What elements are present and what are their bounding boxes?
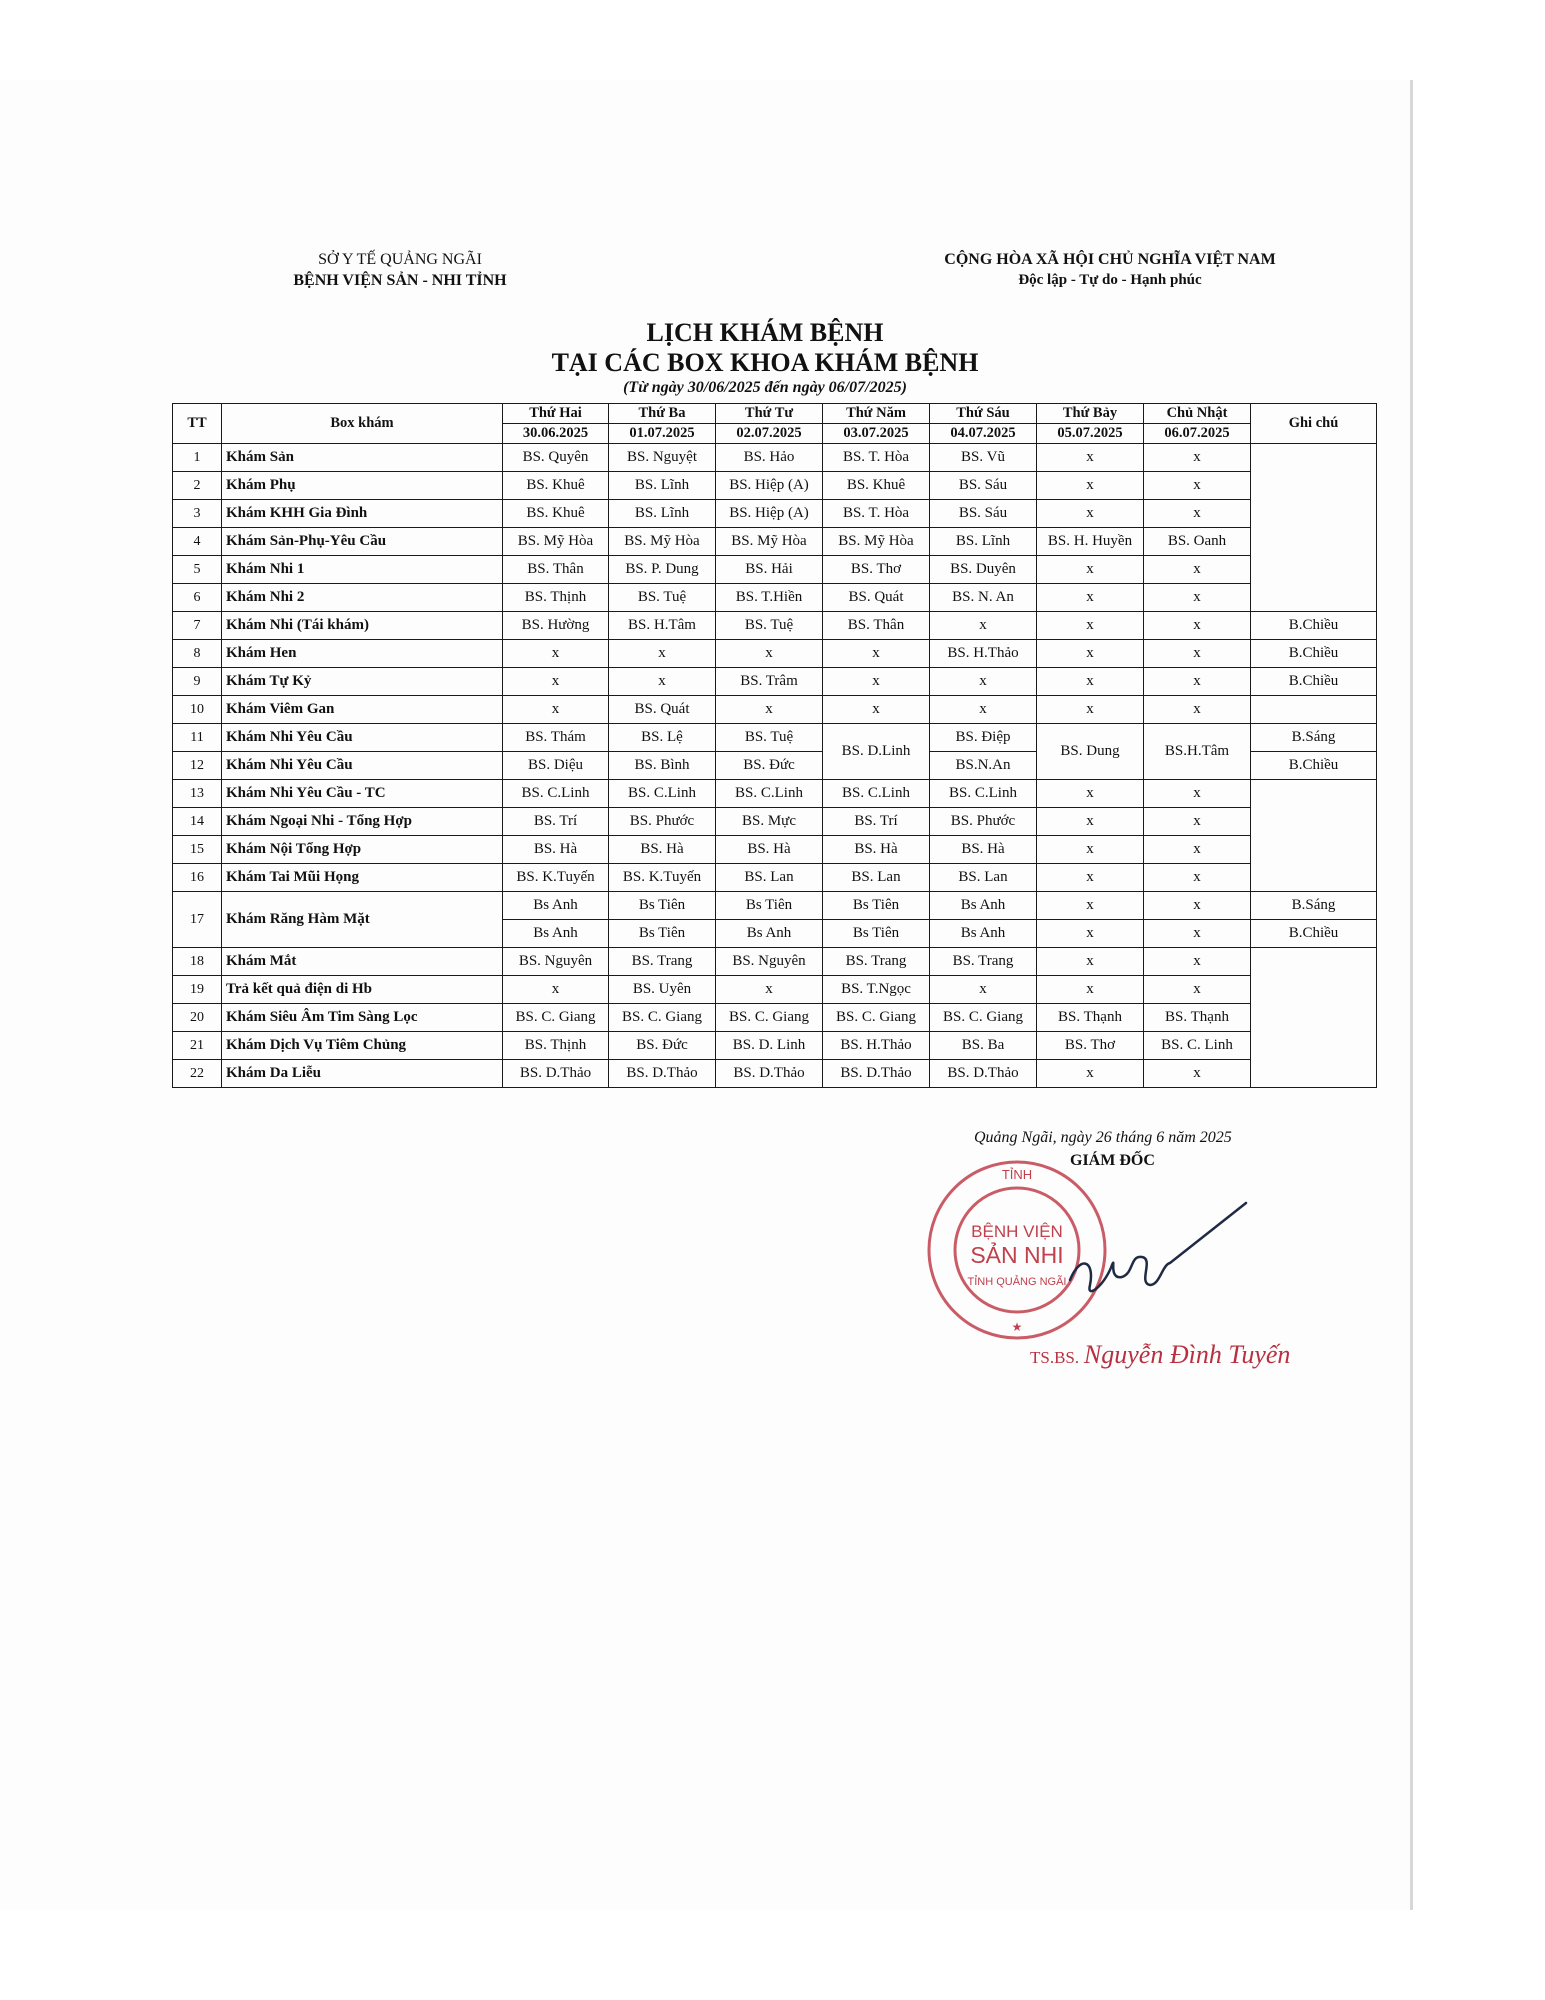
cell-doctor: BS. D.Thảo	[930, 1060, 1037, 1088]
cell-doctor: x	[1144, 696, 1251, 724]
cell-doctor: BS. H.Tâm	[609, 612, 716, 640]
signature-stroke-icon	[1050, 1185, 1250, 1315]
cell-note: B.Sáng	[1251, 724, 1377, 752]
cell-doctor: x	[1037, 640, 1144, 668]
table-row	[173, 584, 1377, 612]
cell-doctor: BS. Lĩnh	[609, 500, 716, 528]
cell-doctor: BS. Khuê	[503, 472, 609, 500]
cell-tt: 1	[173, 444, 222, 472]
cell-tt: 20	[173, 1004, 222, 1032]
table-row	[173, 836, 1377, 864]
stamp-line-2: SẢN NHI	[970, 1242, 1064, 1268]
cell-box-name: Khám Nhi 1	[222, 556, 503, 584]
cell-tt: 13	[173, 780, 222, 808]
cell-doctor: BS. Lệ	[609, 724, 716, 752]
cell-note	[1251, 444, 1377, 612]
title-line-1: LỊCH KHÁM BỆNH	[646, 318, 884, 347]
cell-box-name: Khám Sản	[222, 444, 503, 472]
cell-doctor: BS. Quát	[609, 696, 716, 724]
stamp-top-text: TỈNH	[1001, 1167, 1033, 1182]
cell-doctor: BS. C. Giang	[930, 1004, 1037, 1032]
header-day-date: 03.07.2025	[823, 424, 930, 444]
cell-doctor: BS. Hường	[503, 612, 609, 640]
cell-doctor: BS. C.Linh	[930, 780, 1037, 808]
cell-doctor: Bs Tiên	[609, 920, 716, 948]
cell-doctor: BS.N.An	[930, 752, 1037, 780]
cell-doctor: x	[1144, 668, 1251, 696]
cell-doctor: Bs Tiên	[716, 892, 823, 920]
table-row	[173, 444, 1377, 472]
cell-doctor: x	[1144, 836, 1251, 864]
cell-doctor: Bs Anh	[930, 892, 1037, 920]
cell-doctor: BS. Quyên	[503, 444, 609, 472]
header-day-date: 01.07.2025	[609, 424, 716, 444]
cell-doctor: BS. Lĩnh	[609, 472, 716, 500]
cell-doctor: BS. C.Linh	[503, 780, 609, 808]
cell-box-name: Khám Ngoại Nhi - Tổng Hợp	[222, 808, 503, 836]
cell-doctor: BS. Hải	[716, 556, 823, 584]
cell-doctor: BS. Lan	[930, 864, 1037, 892]
header-day-date: 02.07.2025	[716, 424, 823, 444]
cell-doctor: x	[716, 696, 823, 724]
signer-title: TS.BS.	[1030, 1348, 1080, 1367]
header-note: Ghi chú	[1251, 404, 1377, 444]
sign-role: GIÁM ĐỐC	[1070, 1152, 1155, 1169]
cell-doctor: BS. Phước	[930, 808, 1037, 836]
cell-box-name: Khám Nội Tổng Hợp	[222, 836, 503, 864]
cell-box-name: Khám Phụ	[222, 472, 503, 500]
cell-doctor: BS. Hiệp (A)	[716, 472, 823, 500]
cell-box-name: Khám Nhi Yêu Cầu - TC	[222, 780, 503, 808]
cell-doctor: x	[1144, 864, 1251, 892]
header-right	[880, 249, 1340, 291]
cell-doctor: BS. C. Giang	[503, 1004, 609, 1032]
cell-doctor: BS. Thịnh	[503, 1032, 609, 1060]
cell-doctor: BS. P. Dung	[609, 556, 716, 584]
table-row	[173, 640, 1377, 668]
cell-doctor: Bs Tiên	[823, 920, 930, 948]
cell-doctor: BS. Tuệ	[716, 724, 823, 752]
cell-doctor: BS. Hảo	[716, 444, 823, 472]
cell-doctor: x	[1144, 556, 1251, 584]
cell-doctor: BS. Thạnh	[1144, 1004, 1251, 1032]
cell-note: B.Chiều	[1251, 640, 1377, 668]
cell-box-name: Khám Nhi (Tái khám)	[222, 612, 503, 640]
header-tt: TT	[173, 404, 222, 444]
national-motto: Độc lập - Tự do - Hạnh phúc	[1018, 272, 1202, 288]
title-line-2: TẠI CÁC BOX KHOA KHÁM BỆNH	[551, 348, 979, 377]
cell-doctor: x	[1037, 500, 1144, 528]
cell-doctor: x	[1037, 696, 1144, 724]
table-row	[173, 500, 1377, 528]
cell-doctor: x	[823, 696, 930, 724]
cell-doctor: BS. T.Ngọc	[823, 976, 930, 1004]
table-row	[173, 724, 1377, 752]
cell-doctor: x	[1037, 668, 1144, 696]
cell-doctor: x	[930, 612, 1037, 640]
cell-doctor: x	[609, 668, 716, 696]
cell-doctor: BS. C. Giang	[823, 1004, 930, 1032]
cell-doctor: x	[1144, 612, 1251, 640]
cell-doctor: BS. Lan	[823, 864, 930, 892]
cell-doctor: Bs Anh	[716, 920, 823, 948]
cell-doctor: BS. Hà	[716, 836, 823, 864]
cell-doctor: BS. D.Linh	[823, 724, 930, 780]
cell-doctor: x	[1144, 892, 1251, 920]
cell-doctor: BS. H. Huyền	[1037, 528, 1144, 556]
cell-doctor: BS. Vũ	[930, 444, 1037, 472]
cell-doctor: x	[503, 640, 609, 668]
cell-doctor: BS. Dung	[1037, 724, 1144, 780]
cell-doctor: x	[1144, 808, 1251, 836]
cell-box-name: Khám Tự Kỷ	[222, 668, 503, 696]
cell-box-name: Khám Tai Mũi Họng	[222, 864, 503, 892]
cell-doctor: x	[1037, 1060, 1144, 1088]
document-title	[380, 318, 1150, 398]
cell-doctor: x	[1037, 472, 1144, 500]
cell-doctor: x	[1144, 920, 1251, 948]
cell-doctor: x	[609, 640, 716, 668]
table-header-row-days	[173, 404, 1377, 424]
header-day-date: 06.07.2025	[1144, 424, 1251, 444]
table-row	[173, 556, 1377, 584]
cell-doctor: x	[1144, 500, 1251, 528]
stamp-line-1: BỆNH VIỆN	[971, 1222, 1063, 1241]
cell-doctor: BS. Đức	[609, 1032, 716, 1060]
cell-doctor: BS. K.Tuyến	[609, 864, 716, 892]
table-row	[173, 472, 1377, 500]
cell-doctor: BS. T.Hiền	[716, 584, 823, 612]
cell-doctor: BS.H.Tâm	[1144, 724, 1251, 780]
cell-doctor: BS. Thịnh	[503, 584, 609, 612]
cell-box-name: Khám Dịch Vụ Tiêm Chủng	[222, 1032, 503, 1060]
cell-doctor: BS. C. Giang	[716, 1004, 823, 1032]
cell-doctor: BS. Oanh	[1144, 528, 1251, 556]
cell-tt: 5	[173, 556, 222, 584]
cell-doctor: x	[1144, 584, 1251, 612]
cell-doctor: x	[1037, 920, 1144, 948]
cell-tt: 2	[173, 472, 222, 500]
signature-block	[900, 1125, 1320, 1385]
cell-tt: 4	[173, 528, 222, 556]
cell-box-name: Khám Viêm Gan	[222, 696, 503, 724]
cell-box-name: Khám Nhi Yêu Cầu	[222, 752, 503, 780]
cell-tt: 18	[173, 948, 222, 976]
cell-tt: 8	[173, 640, 222, 668]
cell-doctor: x	[1037, 892, 1144, 920]
cell-doctor: x	[1037, 808, 1144, 836]
cell-doctor: BS. D.Thảo	[823, 1060, 930, 1088]
cell-doctor: BS. Sáu	[930, 472, 1037, 500]
cell-doctor: BS. Duyên	[930, 556, 1037, 584]
table-row	[173, 892, 1377, 920]
cell-box-name: Khám Da Liễu	[222, 1060, 503, 1088]
cell-doctor: BS. Nguyệt	[609, 444, 716, 472]
cell-box-name: Khám Nhi 2	[222, 584, 503, 612]
cell-tt: 22	[173, 1060, 222, 1088]
table-row	[173, 948, 1377, 976]
cell-doctor: BS. H.Thảo	[823, 1032, 930, 1060]
cell-doctor: x	[1037, 948, 1144, 976]
cell-doctor: Bs Anh	[930, 920, 1037, 948]
cell-doctor: BS. C.Linh	[716, 780, 823, 808]
header-day-name: Thứ Bảy	[1037, 404, 1144, 424]
cell-doctor: x	[1144, 948, 1251, 976]
cell-doctor: x	[1037, 864, 1144, 892]
cell-doctor: BS. Thơ	[1037, 1032, 1144, 1060]
table-row	[173, 528, 1377, 556]
cell-note	[1251, 780, 1377, 892]
cell-doctor: BS. Mỹ Hòa	[716, 528, 823, 556]
cell-tt: 11	[173, 724, 222, 752]
cell-doctor: x	[1037, 780, 1144, 808]
cell-doctor: BS. Trang	[823, 948, 930, 976]
cell-doctor: x	[1144, 472, 1251, 500]
cell-tt: 6	[173, 584, 222, 612]
cell-doctor: x	[930, 976, 1037, 1004]
header-box: Box khám	[222, 404, 503, 444]
cell-doctor: BS. Khuê	[823, 472, 930, 500]
header-day-date: 05.07.2025	[1037, 424, 1144, 444]
cell-tt: 15	[173, 836, 222, 864]
table-row	[173, 864, 1377, 892]
cell-doctor: BS. Nguyên	[716, 948, 823, 976]
cell-doctor: BS. Thơ	[823, 556, 930, 584]
signer-fullname: Nguyễn Đình Tuyến	[1083, 1340, 1291, 1369]
cell-note: B.Chiều	[1251, 920, 1377, 948]
cell-doctor: x	[1144, 640, 1251, 668]
cell-tt: 10	[173, 696, 222, 724]
signer-name	[1030, 1340, 1290, 1370]
cell-doctor: BS. D.Thảo	[503, 1060, 609, 1088]
cell-doctor: BS. Trâm	[716, 668, 823, 696]
cell-doctor: BS. Hiệp (A)	[716, 500, 823, 528]
cell-doctor: BS. C. Linh	[1144, 1032, 1251, 1060]
cell-doctor: x	[1037, 976, 1144, 1004]
cell-doctor: BS. C.Linh	[823, 780, 930, 808]
cell-box-name: Khám Sản-Phụ-Yêu Cầu	[222, 528, 503, 556]
cell-box-name: Khám Răng Hàm Mặt	[222, 892, 503, 948]
header-left	[255, 249, 545, 291]
date-range: (Từ ngày 30/06/2025 đến ngày 06/07/2025)	[623, 379, 907, 396]
header-day-name: Thứ Sáu	[930, 404, 1037, 424]
cell-tt: 21	[173, 1032, 222, 1060]
cell-doctor: BS. N. An	[930, 584, 1037, 612]
sign-date: Quảng Ngãi, ngày 26 tháng 6 năm 2025	[974, 1129, 1232, 1146]
header-day-name: Thứ Hai	[503, 404, 609, 424]
cell-doctor: BS. T. Hòa	[823, 500, 930, 528]
table-row	[173, 668, 1377, 696]
header-day-name: Thứ Ba	[609, 404, 716, 424]
cell-doctor: x	[1144, 976, 1251, 1004]
schedule-table	[172, 403, 1377, 1088]
cell-doctor: x	[503, 976, 609, 1004]
cell-doctor: BS. Hà	[823, 836, 930, 864]
header-day-date: 30.06.2025	[503, 424, 609, 444]
cell-doctor: BS. Mỹ Hòa	[823, 528, 930, 556]
cell-doctor: x	[716, 976, 823, 1004]
cell-doctor: BS. Thân	[503, 556, 609, 584]
cell-note: B.Chiều	[1251, 752, 1377, 780]
table-row	[173, 696, 1377, 724]
cell-doctor: Bs Tiên	[609, 892, 716, 920]
table-row	[173, 976, 1377, 1004]
cell-doctor: BS. Đức	[716, 752, 823, 780]
cell-doctor: x	[503, 668, 609, 696]
cell-doctor: x	[823, 668, 930, 696]
cell-doctor: x	[1037, 444, 1144, 472]
cell-doctor: x	[1144, 780, 1251, 808]
cell-doctor: BS. Diệu	[503, 752, 609, 780]
cell-doctor: BS. Phước	[609, 808, 716, 836]
cell-doctor: x	[1037, 612, 1144, 640]
cell-doctor: BS. Lĩnh	[930, 528, 1037, 556]
cell-note: B.Chiều	[1251, 668, 1377, 696]
cell-doctor: x	[1037, 836, 1144, 864]
cell-doctor: Bs Tiên	[823, 892, 930, 920]
cell-box-name: Khám Nhi Yêu Cầu	[222, 724, 503, 752]
cell-doctor: BS. Quát	[823, 584, 930, 612]
cell-doctor: x	[1144, 444, 1251, 472]
header-day-name: Chủ Nhật	[1144, 404, 1251, 424]
table-row	[173, 808, 1377, 836]
cell-doctor: BS. Mực	[716, 808, 823, 836]
cell-tt: 12	[173, 752, 222, 780]
cell-tt: 3	[173, 500, 222, 528]
header-day-name: Thứ Tư	[716, 404, 823, 424]
cell-box-name: Khám Mắt	[222, 948, 503, 976]
cell-tt: 7	[173, 612, 222, 640]
cell-note	[1251, 948, 1377, 1088]
table-row	[173, 1060, 1377, 1088]
cell-doctor: BS. H.Thảo	[930, 640, 1037, 668]
cell-doctor: x	[716, 640, 823, 668]
cell-note: B.Sáng	[1251, 892, 1377, 920]
cell-doctor: BS. Hà	[930, 836, 1037, 864]
cell-doctor: BS. Trang	[930, 948, 1037, 976]
cell-doctor: BS. Khuê	[503, 500, 609, 528]
cell-doctor: x	[930, 668, 1037, 696]
cell-tt: 9	[173, 668, 222, 696]
cell-doctor: BS. T. Hòa	[823, 444, 930, 472]
cell-doctor: BS. Thân	[823, 612, 930, 640]
table-row	[173, 1032, 1377, 1060]
table-row	[173, 1004, 1377, 1032]
cell-box-name: Khám KHH Gia Đình	[222, 500, 503, 528]
cell-doctor: BS. Bình	[609, 752, 716, 780]
cell-doctor: BS. Thám	[503, 724, 609, 752]
table-row	[173, 780, 1377, 808]
cell-doctor: BS. Hà	[609, 836, 716, 864]
cell-box-name: Trả kết quả điện di Hb	[222, 976, 503, 1004]
cell-doctor: BS. Lan	[716, 864, 823, 892]
cell-doctor: x	[1037, 584, 1144, 612]
cell-doctor: BS. D. Linh	[716, 1032, 823, 1060]
cell-tt: 19	[173, 976, 222, 1004]
cell-doctor: x	[1037, 556, 1144, 584]
header-day-date: 04.07.2025	[930, 424, 1037, 444]
cell-doctor: BS. Sáu	[930, 500, 1037, 528]
cell-tt: 14	[173, 808, 222, 836]
cell-doctor: BS. Trang	[609, 948, 716, 976]
cell-doctor: BS. D.Thảo	[609, 1060, 716, 1088]
cell-doctor: BS. Hà	[503, 836, 609, 864]
cell-doctor: Bs Anh	[503, 920, 609, 948]
cell-doctor: BS. Điệp	[930, 724, 1037, 752]
cell-doctor: x	[503, 696, 609, 724]
cell-doctor: BS. D.Thảo	[716, 1060, 823, 1088]
cell-doctor: BS. Mỹ Hòa	[503, 528, 609, 556]
cell-doctor: BS. C. Giang	[609, 1004, 716, 1032]
svg-text:★: ★	[1011, 1320, 1023, 1334]
cell-note: B.Chiều	[1251, 612, 1377, 640]
header-day-name: Thứ Năm	[823, 404, 930, 424]
national-title: CỘNG HÒA XÃ HỘI CHỦ NGHĨA VIỆT NAM	[944, 251, 1276, 268]
cell-doctor: BS. Tuệ	[716, 612, 823, 640]
cell-doctor: x	[1144, 1060, 1251, 1088]
cell-tt: 16	[173, 864, 222, 892]
cell-doctor: BS. Ba	[930, 1032, 1037, 1060]
cell-doctor: BS. Trí	[823, 808, 930, 836]
cell-doctor: x	[930, 696, 1037, 724]
cell-doctor: BS. Nguyên	[503, 948, 609, 976]
hospital-name: BỆNH VIỆN SẢN - NHI TỈNH	[293, 272, 507, 289]
cell-box-name: Khám Hen	[222, 640, 503, 668]
cell-doctor: x	[823, 640, 930, 668]
cell-doctor: BS. K.Tuyến	[503, 864, 609, 892]
cell-note	[1251, 696, 1377, 724]
cell-doctor: BS. Thạnh	[1037, 1004, 1144, 1032]
cell-doctor: BS. Trí	[503, 808, 609, 836]
table-row	[173, 612, 1377, 640]
cell-tt: 17	[173, 892, 222, 948]
cell-doctor: BS. Tuệ	[609, 584, 716, 612]
cell-doctor: BS. Mỹ Hòa	[609, 528, 716, 556]
cell-box-name: Khám Siêu Âm Tim Sàng Lọc	[222, 1004, 503, 1032]
cell-doctor: Bs Anh	[503, 892, 609, 920]
department-name: SỞ Y TẾ QUẢNG NGÃI	[318, 251, 482, 268]
stamp-line-3: TỈNH QUẢNG NGÃI	[967, 1276, 1067, 1288]
cell-doctor: BS. Uyên	[609, 976, 716, 1004]
cell-doctor: BS. C.Linh	[609, 780, 716, 808]
